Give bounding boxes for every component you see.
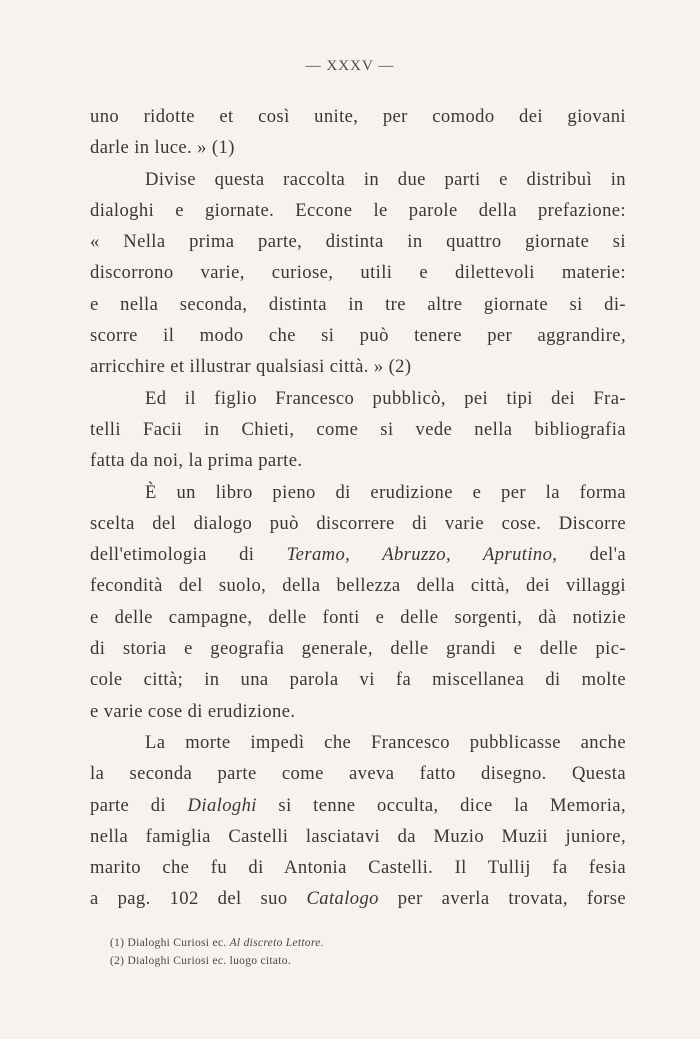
text-segment: del'a bbox=[557, 544, 626, 566]
text-line: fecondità del suolo, della bellezza della città, dei villaggi bbox=[90, 575, 626, 597]
text-line: È un libro pieno di erudizione e per la forma bbox=[145, 481, 626, 503]
italic-title: Catalogo bbox=[306, 888, 379, 910]
body-text bbox=[90, 101, 626, 915]
text-line bbox=[90, 790, 626, 821]
text-line bbox=[90, 883, 626, 914]
footnote-text: (2) Dialoghi Curiosi ec. luogo citato. bbox=[110, 955, 291, 967]
text-line: cole città; in una parola vi fa miscellanea di molte bbox=[90, 669, 626, 691]
footnote bbox=[110, 934, 630, 952]
text-line: uno ridotte et così unite, per comodo dei giovani bbox=[90, 106, 626, 127]
text-segment: a pag. 102 del suo bbox=[90, 888, 307, 910]
text-line: nella famiglia Castelli lasciatavi da Muzio Muzii juniore, bbox=[90, 825, 626, 847]
text-line: darle in luce. » (1) bbox=[90, 137, 235, 159]
text-segment: dell'etimologia di bbox=[90, 544, 287, 566]
text-line: scelta del dialogo può discorrere di varie cose. Discorre bbox=[90, 512, 626, 534]
text-line: telli Facii in Chieti, come si vede nella bibliografia bbox=[90, 418, 626, 440]
text-line: arricchire et illustrar qualsiasi città. » (2) bbox=[90, 356, 412, 378]
text-segment: per averla trovata, forse bbox=[378, 888, 626, 910]
text-line: e varie cose di erudizione. bbox=[90, 700, 296, 722]
text-line: fatta da noi, la prima parte. bbox=[90, 450, 303, 472]
text-line: scorre il modo che si può tenere per aggrandire, bbox=[90, 325, 626, 347]
footnote-text: (1) Dialoghi Curiosi ec. bbox=[110, 937, 230, 949]
text-segment: parte di bbox=[90, 794, 188, 816]
footnote-italic: Al discreto Lettore. bbox=[229, 937, 324, 949]
footnote bbox=[110, 952, 630, 970]
text-line: Divise questa raccolta in due parti e distribuì in bbox=[145, 168, 626, 190]
italic-title: Teramo, Abruzzo, Aprutino, bbox=[286, 544, 558, 566]
italic-title: Dialoghi bbox=[187, 794, 257, 816]
text-segment: si tenne occulta, dice la Memoria, bbox=[256, 794, 626, 816]
text-line: « Nella prima parte, distinta in quattro giornate si bbox=[90, 231, 626, 253]
text-line: di storia e geografia generale, delle grandi e delle pic- bbox=[90, 638, 626, 660]
text-line: Ed il figlio Francesco pubblicò, pei tipi dei Fra- bbox=[145, 387, 626, 409]
text-line bbox=[90, 539, 626, 570]
page-number-header: — XXXV — bbox=[305, 58, 395, 74]
text-line: discorrono varie, curiose, utili e dilettevoli materie: bbox=[90, 262, 626, 284]
text-line: e nella seconda, distinta in tre altre giornate si di- bbox=[90, 293, 626, 315]
text-line: marito che fu di Antonia Castelli. Il Tullij fa fesia bbox=[90, 857, 626, 879]
footnotes bbox=[110, 934, 630, 970]
text-line: La morte impedì che Francesco pubblicasse anche bbox=[145, 731, 626, 753]
text-line: dialoghi e giornate. Eccone le parole della prefazione: bbox=[90, 199, 626, 221]
text-line: e delle campagne, delle fonti e delle sorgenti, dà notizie bbox=[90, 606, 626, 628]
text-line: la seconda parte come aveva fatto disegno. Questa bbox=[90, 763, 626, 785]
